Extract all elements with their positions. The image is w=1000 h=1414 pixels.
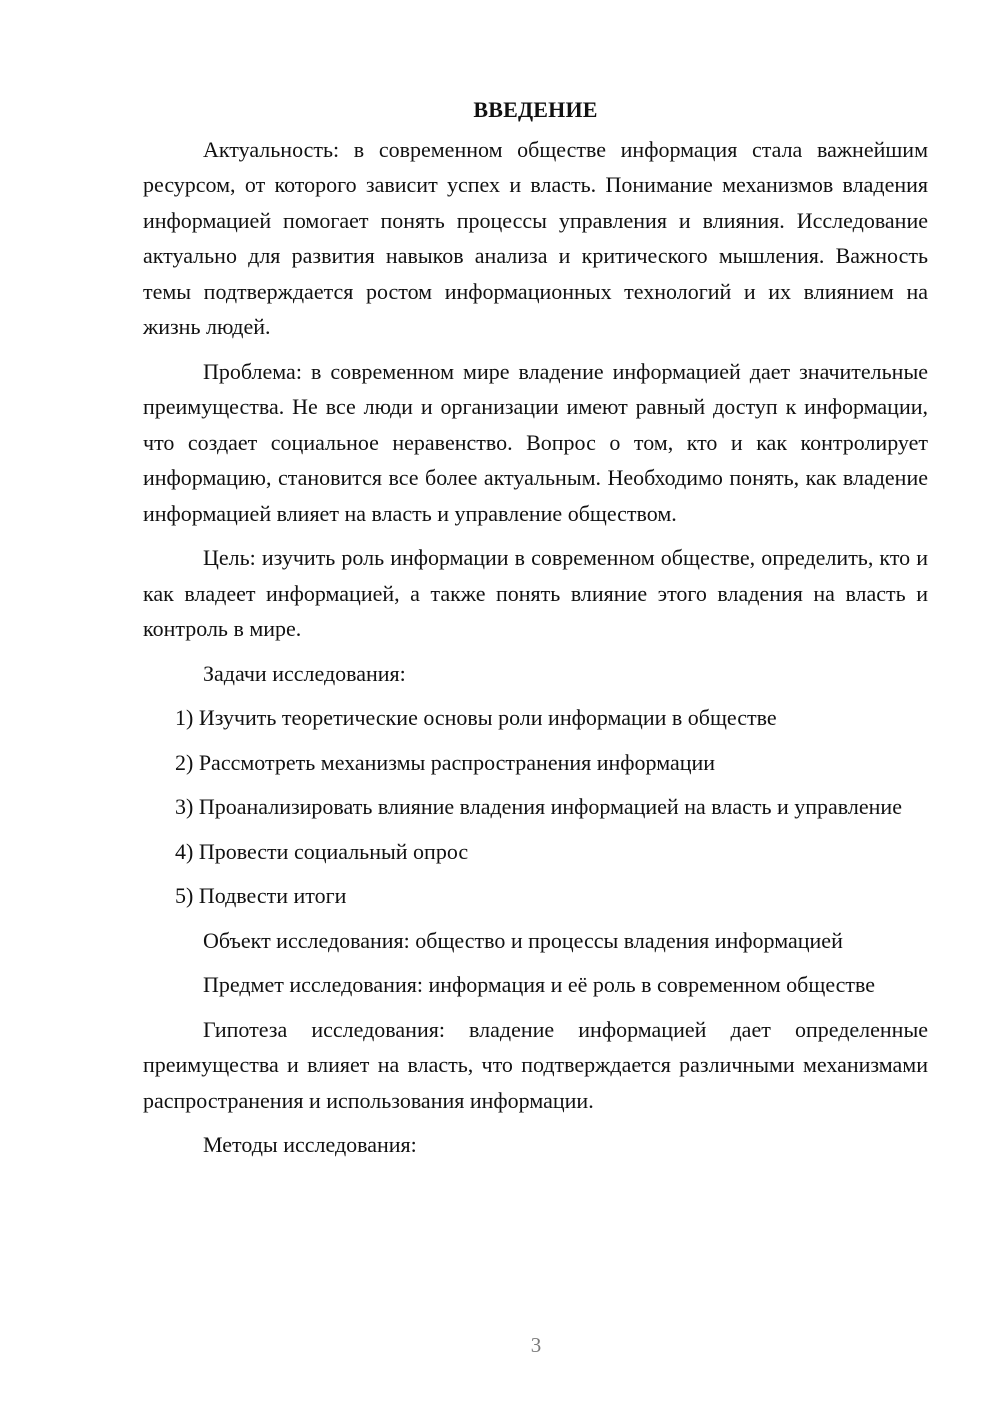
page-content [143,92,928,1163]
section-title: ВВЕДЕНИЕ [473,97,598,122]
subject-paragraph: Предмет исследования: информация и её роль в современном обществе [203,972,876,997]
hypothesis-paragraph: Гипотеза исследования: владение информацией дает определенные преимущества и влияет на власть, что подтверждается различными механизмами распространения и использования информации. [143,1016,928,1113]
relevance-paragraph: Актуальность: в современном обществе информация стала важнейшим ресурсом, от которого зависит успех и власть. Понимание механизмов владения информацией помогает понять процессы управления и влияния. Исследование актуально для развития навыков анализа и критического мышления. Важность темы подтверждается ростом информационных технологий и их влиянием на жизнь людей. [143,136,928,339]
task-item-4: 4) Провести социальный опрос [175,838,469,864]
object-paragraph: Объект исследования: общество и процессы владения информацией [203,927,843,953]
page-number: 3 [530,1333,542,1357]
methods-heading: Методы исследования: [203,1132,417,1157]
task-item-3: 3) Проанализировать влияние владения информацией на власть и управление [175,794,902,819]
task-item-1: 1) Изучить теоретические основы роли информации в обществе [175,705,777,730]
problem-paragraph: Проблема: в современном мире владение информацией дает значительные преимущества. Не все люди и организации имеют равный доступ к информации, что создает социальное неравенство. Вопрос о том, кто и как контролирует информацию, становится все более актуальным. Необходимо понять, как владение информацией влияет на власть и управление обществом. [143,358,928,526]
task-item-5: 5) Подвести итоги [175,883,347,908]
goal-paragraph: Цель: изучить роль информации в современном обществе, определить, кто и как владеет информацией, а также понять влияние этого владения на власть и контроль в мире. [143,545,928,641]
tasks-heading: Задачи исследования: [203,660,406,686]
task-item-2: 2) Рассмотреть механизмы распространения информации [175,749,716,775]
